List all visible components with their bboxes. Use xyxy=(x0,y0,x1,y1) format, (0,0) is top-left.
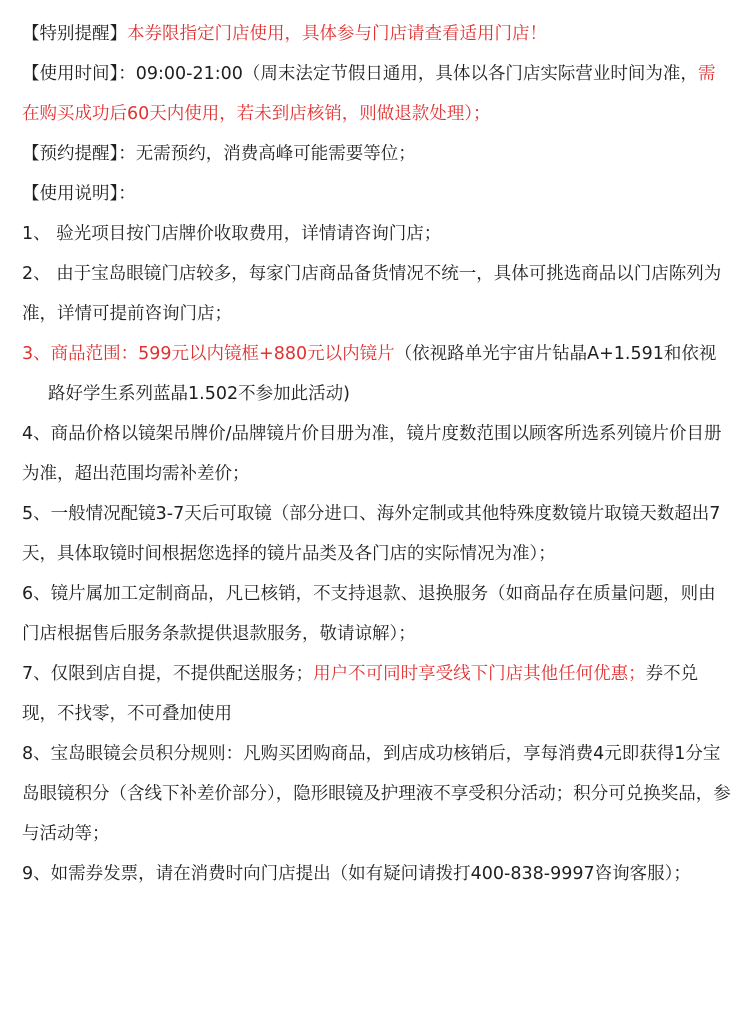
usage-time-label: 【使用时间】 xyxy=(22,64,119,84)
reservation-label: 【预约提醒】 xyxy=(22,144,119,164)
pickup-note: 7、仅限到店自提，不提供配送服务； xyxy=(22,664,314,684)
list-item xyxy=(22,654,732,734)
list-item: 4、商品价格以镜架吊牌价/品牌镜片价目册为准，镜片度数范围以顾客所选系列镜片价目册为准，超出范围均需补差价； xyxy=(22,424,722,484)
instructions-colon: ： xyxy=(118,184,136,204)
reservation-text: ：无需预约，消费高峰可能需要等位； xyxy=(118,144,416,164)
usage-time-text: ：09:00-21:00（周末法定节假日通用，具体以各门店实际营业时间为准， xyxy=(118,64,698,84)
special-notice-label: 【特别提醒】 xyxy=(22,24,127,44)
list-item: 5、一般情况配镜3-7天后可取镜（部分进口、海外定制或其他特殊度数镜片取镜天数超出7天，具体取镜时间根据您选择的镜片品类及各门店的实际情况为准）； xyxy=(22,504,721,564)
coupon-usage-notes xyxy=(0,14,750,894)
list-item xyxy=(22,334,732,414)
list-item: 6、镜片属加工定制商品，凡已核销，不支持退款、退换服务（如商品存在质量问题，则由门店根据售后服务条款提供退款服务，敬请谅解）； xyxy=(22,584,716,644)
list-item: 8、宝岛眼镜会员积分规则：凡购买团购商品，到店成功核销后，享每消费4元即获得1分宝岛眼镜积分（含线下补差价部分），隐形眼镜及护理液不享受积分活动；积分可兑换奖品，参与活动等； xyxy=(22,744,731,844)
special-notice-text: 本券限指定门店使用，具体参与门店请查看适用门店！ xyxy=(127,24,547,44)
no-combined-discount-note: 用户不可同时享受线下门店其他任何优惠； xyxy=(313,664,646,684)
list-item: 1、 验光项目按门店牌价收取费用，详情请咨询门店； xyxy=(22,224,442,244)
reservation-reminder xyxy=(22,134,732,174)
product-scope-exclusions: （依视路单光宇宙片钻晶A+1.591和依视路好学生系列蓝晶1.502不参加此活动) xyxy=(48,344,717,404)
usage-time xyxy=(22,54,732,134)
usage-time-refund-note: 需在购买成功后60天内使用，若未到店核销，则做退款处理）； xyxy=(22,64,716,124)
no-cash-note: 券不兑现，不找零，不可叠加使用 xyxy=(22,664,699,724)
product-scope: 3、商品范围：599元以内镜框+880元以内镜片 xyxy=(22,344,395,364)
instructions-label: 【使用说明】 xyxy=(22,184,119,204)
instructions-heading xyxy=(22,174,732,214)
list-item: 2、 由于宝岛眼镜门店较多，每家门店商品备货情况不统一，具体可挑选商品以门店陈列为准，详情可提前咨询门店； xyxy=(22,264,722,324)
special-notice xyxy=(22,14,732,54)
list-item: 9、如需券发票，请在消费时向门店提出（如有疑问请拨打400-838-9997咨询客服）； xyxy=(22,864,691,884)
